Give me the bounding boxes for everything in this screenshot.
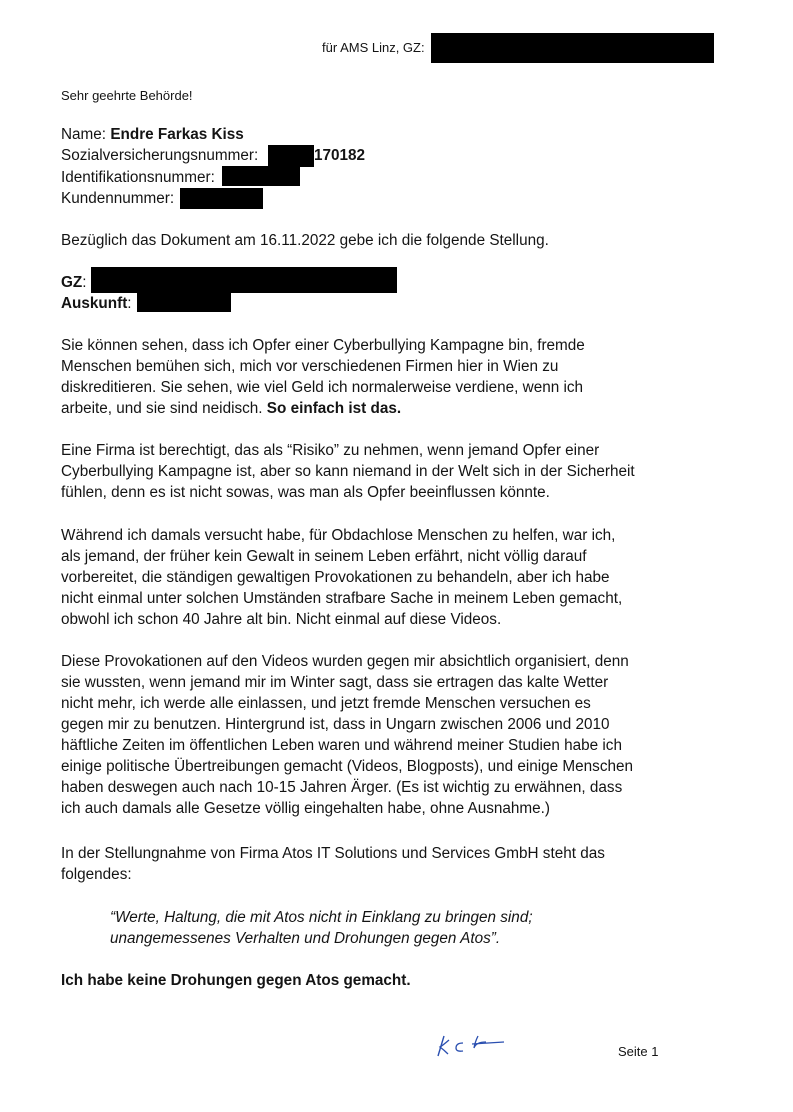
name-line [61, 126, 244, 144]
p1-last-bold: So einfach ist das. [266, 400, 402, 417]
ssn-suffix: 170182 [314, 147, 366, 164]
name-label: Name: [61, 126, 107, 143]
p1-line: Menschen bemühen sich, mich vor verschiedenen Firmen hier in Wien zu [61, 358, 559, 375]
p4-line: ich auch damals alle Gesetze völlig eingehalten habe, ohne Ausnahme.) [61, 800, 550, 817]
p3-line: vorbereitet, die ständigen gewaltigen Provokationen zu behandeln, aber ich habe [61, 569, 610, 586]
p3-line: als jemand, der früher kein Gewalt in seinem Leben erfährt, nicht völlig darauf [61, 548, 587, 565]
id-label: Identifikationsnummer: [61, 169, 215, 186]
p4-line: Diese Provokationen auf den Videos wurden gegen mir absichtlich organisiert, denn [61, 653, 629, 670]
auskunft-line [61, 295, 132, 313]
recipient-prefix: für AMS Linz, GZ: [322, 40, 425, 55]
quote-line: unangemessenes Verhalten und Drohungen gegen Atos”. [110, 930, 501, 947]
p4-line: sie wussten, wenn jemand mir im Winter sagt, dass sie ertragen das kalte Wetter [61, 674, 609, 691]
ssn-label: Sozialversicherungsnummer: [61, 147, 259, 164]
gz-label: GZ [61, 274, 83, 291]
p2-line: fühlen, denn es ist nicht sowas, was man als Opfer beeinflussen könnte. [61, 484, 550, 501]
p4-line: nicht mehr, ich werde alle einlassen, und jetzt fremde Menschen versuchen es [61, 695, 591, 712]
gz-line [61, 274, 87, 292]
p4-line: häftliche Zeiten im öffentlichen Leben waren und während meiner Studien habe ich [61, 737, 622, 754]
p1-line-last [61, 400, 401, 418]
id-line [61, 169, 215, 187]
p4-line: haben deswegen auch nach 10-15 Jahren Ärger. (Es ist wichtig zu erwähnen, dass [61, 779, 623, 796]
p1-last-regular: arbeite, und sie sind neidisch. [61, 400, 267, 417]
recipient-line [322, 40, 425, 55]
p3-line: obwohl ich schon 40 Jahre alt bin. Nicht einmal auf diese Videos. [61, 611, 502, 628]
p5-line: folgendes: [61, 866, 132, 883]
auskunft-label: Auskunft [61, 295, 128, 312]
redaction-gz [91, 267, 397, 293]
gz-colon: : [82, 274, 87, 291]
p4-line: gegen mir zu benutzen. Hintergrund ist, dass in Ungarn zwischen 2006 und 2010 [61, 716, 610, 733]
reference-line: Bezüglich das Dokument am 16.11.2022 gebe ich die folgende Stellung. [61, 232, 549, 249]
auskunft-colon: : [127, 295, 132, 312]
p2-line: Eine Firma ist berechtigt, das als “Risiko” zu nehmen, wenn jemand Opfer einer [61, 442, 600, 459]
page-number: Seite 1 [618, 1044, 659, 1059]
p5-line: In der Stellungnahme von Firma Atos IT Solutions und Services GmbH steht das [61, 845, 605, 862]
conclusion: Ich habe keine Drohungen gegen Atos gemacht. [61, 972, 411, 989]
p4-line: einige politische Übertreibungen gemacht (Videos, Blogposts), und einige Menschen [61, 758, 634, 775]
redaction-auskunft [137, 292, 231, 312]
name-value: Endre Farkas Kiss [110, 126, 244, 143]
greeting: Sehr geehrte Behörde! [61, 88, 193, 103]
redaction-gz-header [431, 33, 714, 63]
redaction-id [222, 166, 300, 186]
p3-line: Während ich damals versucht habe, für Obdachlose Menschen zu helfen, war ich, [61, 527, 616, 544]
signature-initials [432, 1030, 508, 1060]
p2-line: Cyberbullying Kampagne ist, aber so kann niemand in der Welt sich in der Sicherheit [61, 463, 635, 480]
p3-line: nicht einmal unter solchen Umständen strafbare Sache in meinem Leben gemacht, [61, 590, 623, 607]
redaction-customer [180, 188, 263, 209]
customer-line [61, 190, 174, 208]
redaction-ssn [268, 145, 314, 167]
p1-line: Sie können sehen, dass ich Opfer einer Cyberbullying Kampagne bin, fremde [61, 337, 585, 354]
p1-line: diskreditieren. Sie sehen, wie viel Geld ich normalerweise verdiene, wenn ich [61, 379, 584, 396]
quote-line: “Werte, Haltung, die mit Atos nicht in Einklang zu bringen sind; [110, 909, 533, 926]
ssn-line [61, 147, 258, 165]
customer-label: Kundennummer: [61, 190, 175, 207]
